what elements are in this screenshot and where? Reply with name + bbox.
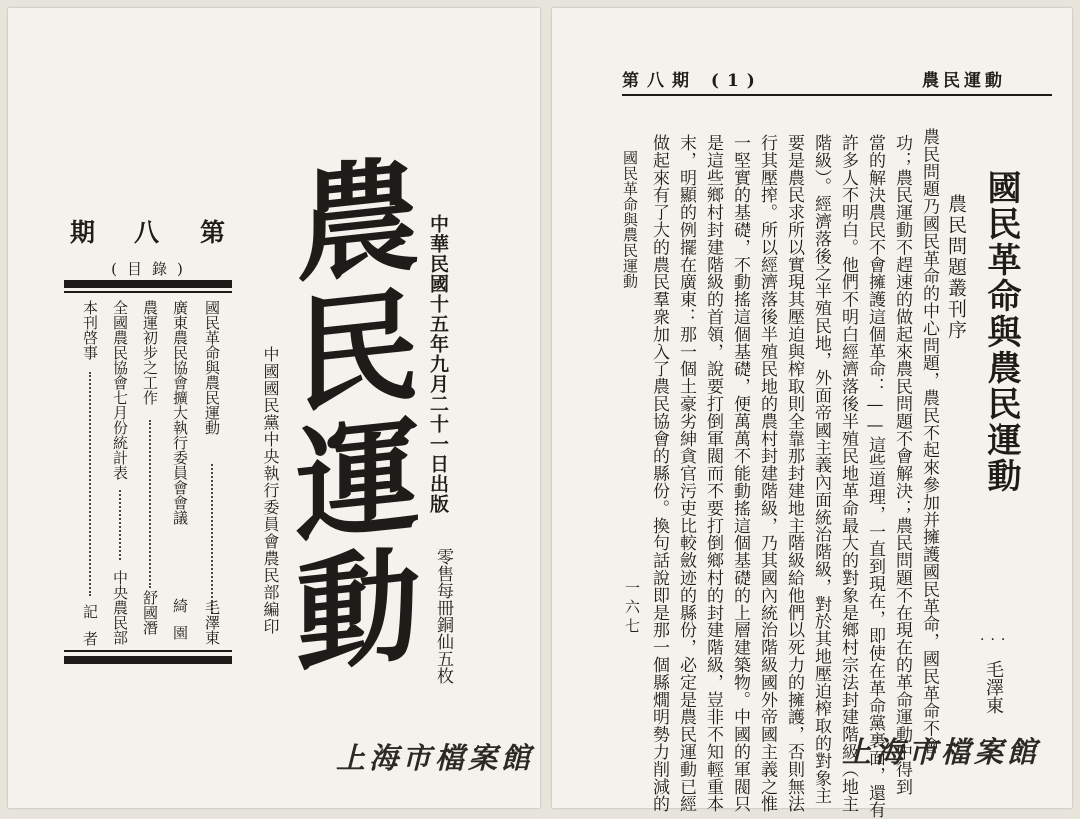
publication-date: 中華民國十五年九月二十一日出版 <box>427 214 449 514</box>
toc-entry-title[interactable]: 廣東農民協會擴大執行委員會會議 <box>171 300 189 525</box>
issue-char: 八 <box>134 218 160 247</box>
body-column: 末，明顯的例擺在廣東：那一個土豪劣紳貪官污吏比較斂迹的縣份，必定是農民運動已經 <box>676 134 696 813</box>
body-column: 階級）。經濟落後之半殖民地，外面帝國主義內面統治階級，對於其地壓迫榨取的對象主 <box>811 134 831 805</box>
price: 零售每冊銅仙五枚 <box>433 548 453 684</box>
toc-entry-author: 毛澤東 <box>203 600 221 645</box>
body-column: 做起來有了大的農民羣衆加入了農民協會的縣份。換句話說即是那一個縣燗明勢力削減的 <box>649 134 669 813</box>
masthead-char: 民 <box>295 272 420 431</box>
body-column: 許多人不明白。他們不明白經濟落後半殖民地革命最大的對象是鄉村宗法封建階級（地主 <box>838 134 858 813</box>
toc-leader-dots <box>89 372 93 596</box>
toc-entry-author: 綺園 <box>171 598 189 652</box>
body-column: 行其壓搾。所以經濟落後半殖民地的農村封建階級，乃其國內統治階級國外帝國主義之惟 <box>757 134 777 813</box>
body-column: 功；農民運動不趕速的做起來農民問題不會解決；農民問題不在現在的革命運動中得到 <box>892 134 912 796</box>
masthead-calligraphy <box>288 142 428 691</box>
header-rule <box>622 94 1052 96</box>
article-subtitle: 農民問題叢刊序 <box>945 194 967 341</box>
toc-entry-author: 記者 <box>81 604 99 658</box>
article-author: 毛澤東 <box>983 660 1004 714</box>
header-title: 農民運動 <box>922 71 1006 91</box>
toc-entry-author: 舒國潛 <box>141 590 159 635</box>
toc-leader-dots <box>119 490 123 560</box>
toc-entry-title[interactable]: 農運初步之工作 <box>141 300 159 405</box>
toc-title: (目錄) <box>111 260 193 278</box>
masthead-char: 運 <box>295 402 420 561</box>
issue-char: 第 <box>200 218 226 247</box>
issue-label <box>64 213 234 247</box>
body-column: 一堅實的基礎，不動搖這個基礎，便萬萬不能動搖這個基礎的上層建築物。中國的軍閥只 <box>730 134 750 813</box>
body-column: 當的解決農民不會擁護這個革命：——這些道理，一直到現在，即使在革命黨裏面，還有 <box>865 134 885 819</box>
toc-rule-top <box>64 280 232 288</box>
toc-leader-dots <box>211 464 215 614</box>
toc-entry-title[interactable]: 國民革命與農民運動 <box>203 300 221 435</box>
toc-rule-top-thin <box>64 291 232 293</box>
masthead-char: 動 <box>295 532 420 691</box>
masthead-char: 農 <box>295 142 420 301</box>
next-article-title: 國民革命與農民運動 <box>621 150 639 289</box>
issue-char: 期 <box>70 218 96 247</box>
publisher: 中國國民黨中央執行委員會農民部編印 <box>261 346 280 635</box>
archive-watermark: 上海市檔案館 <box>336 741 535 775</box>
page-number: 一六七 <box>623 580 641 637</box>
toc-entry-title[interactable]: 全國農民協會七月份統計表 <box>111 300 129 480</box>
article-title: 國民革命與農民運動 <box>981 170 1021 494</box>
body-column: 是這些鄉村封建階級的首領，說要打倒軍閥而不要打倒鄉村的封建階級，豈非不知輕重本 <box>703 134 723 813</box>
archive-watermark: 上海市檔案館 <box>842 735 1041 769</box>
body-column: 要是農民求所以實現其壓迫與榨取則全靠那封建地主階級給他們以死力的擁護，否則無法 <box>784 134 804 813</box>
toc-entry-author: 中央農民部 <box>111 570 129 645</box>
toc-leader-dots <box>149 420 153 588</box>
toc-entry-title[interactable]: 本刊啓事 <box>81 300 99 360</box>
body-column: 農民問題乃國民革命的中心問題，農民不起來參加并擁護國民革命，國民革命不會 <box>919 128 939 755</box>
author-dots: ··· <box>980 632 1012 648</box>
header-issue: 第八期 (1) <box>622 71 763 91</box>
